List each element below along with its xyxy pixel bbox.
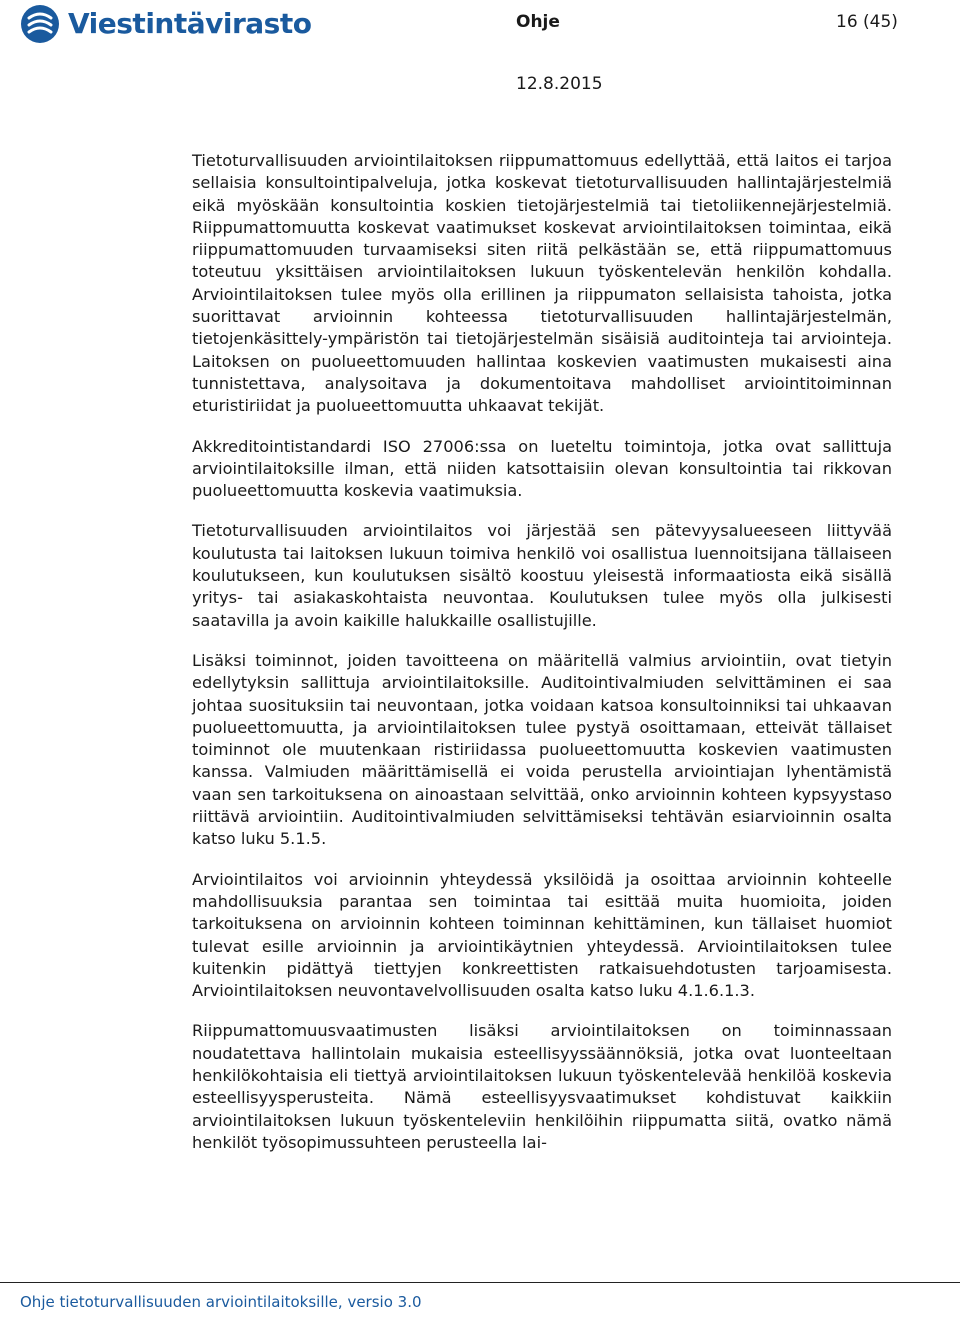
page-header — [0, 0, 960, 100]
body-paragraph: Tietoturvallisuuden arviointilaitos voi järjestää sen pätevyysalueeseen liittyvää koulutusta tai laitoksen lukuun toimiva henkilö voi osallistua luennoitsijana tällaiseen koulutukseen, kun koulutuksen sisältö koostuu yleisestä informaatiosta eikä sisällä yritys- tai asiakaskohtaista neuvontaa. Koulutuksen tulee myös olla julkisesti saatavilla ja avoin kaikille halukkaille osallistujille. — [192, 521, 892, 630]
body-paragraph: Arviointilaitos voi arvioinnin yhteydessä yksilöidä ja osoittaa arvioinnin kohteelle mahdollisuuksia parantaa sen toimintaa tai esittää muita huomioita, joiden tarkoituksena on arvioinnin kohteen toiminnan kehittäminen, kun tällaiset huomiot tulevat esille arvioinnin ja arviointikäytnien yhteydessä. Arviointilaitoksen tulee kuitenkin pidättyä tiettyjen konkreettisten ratkaisuehdotusten tarjoamisesta. Arviointilaitoksen neuvontavelvollisuuden osalta katso luku 4.1.6.1.3. — [192, 869, 892, 1001]
footer-text: Ohje tietoturvallisuuden arviointilaitoksille, versio 3.0 — [20, 1293, 422, 1311]
document-type: Ohje — [516, 12, 560, 32]
body-paragraph: Tietoturvallisuuden arviointilaitoksen riippumattomuus edellyttää, että laitos ei tarjoa sellaisia konsultointipalveluja, jotka koskevat tietoturvallisuuden hallintajärjestelmiä eikä myöskään konsultointia koskien tietojärjestelmiä tai tietoliikennejärjestelmiä. Riippumattomuutta koskevat vaatimukset koskevat arviointilaitoksen toimintaa, eikä riippumattomuuden turvaamiseksi siten riitä pelkästään se, että riippumattomuus toteutuu yksittäisen arviointilaitoksen lukuun työskentelevän henkilön kohdalla. Arviointilaitoksen tulee myös olla erillinen ja riippumaton sellaisista tahoista, jotka suorittavat arvioinnin kohteessa tietoturvallisuuden hallintajärjestelmän, tietojenkäsittely-ympäristön tai tietojärjestelmän sisäisiä auditointeja tai arviointeja. Laitoksen on puolueettomuuden hallintaa koskevien vaatimusten mukaisesti aina tunnistettava, analysoitava ja dokumentoitava mahdolliset arviointitoiminnan eturistiriidat ja puolueettomuutta uhkaavat tekijät. — [192, 151, 892, 416]
footer-divider — [0, 1282, 960, 1283]
document-date: 12.8.2015 — [516, 74, 603, 94]
logo-emblem-icon — [20, 4, 60, 44]
logo-wordmark: Viestintävirasto — [68, 7, 312, 40]
document-body — [192, 150, 892, 1172]
body-paragraph: Akkreditointistandardi ISO 27006:ssa on lueteltu toimintoja, jotka ovat sallittuja arviointilaitoksille ilman, että niiden katsottaisiin olevan konsultointia tai rikkovan puolueettomuutta koskevia vaatimuksia. — [192, 436, 892, 501]
body-paragraph: Lisäksi toiminnot, joiden tavoitteena on määritellä valmius arviointiin, ovat tietyin edellytyksin sallittuja arviointilaitoksille. Auditointivalmiuden selvittäminen ei saa johtaa suosituksiin tai neuvontaan, jotka voidaan katsoa konsultoinniksi tai uhkaavan puolueettomuutta, ja arviointilaitoksen tulee pystyä osoittamaan, etteivät tällaiset toiminnot ole muutenkaan ristiriidassa puolueettomuutta koskevien vaatimusten kanssa. Valmiuden määrittämisellä ei voida perustella arviointiajan lyhentämistä vaan sen tarkoituksena on ainoastaan selvittää, onko arvioinnin kohteen kypsyystaso riittävä arviointiin. Auditointivalmiuden selvittämiseksi tehtävän esiarvioinnin osalta katso luku 5.1.5. — [192, 650, 892, 849]
page-number: 16 (45) — [836, 12, 898, 32]
viestintavirasto-logo — [20, 4, 311, 44]
body-paragraph: Riippumattomuusvaatimusten lisäksi arviointilaitoksen on toiminnassaan noudatettava hallintolain mukaisia esteellisyyssäännöksiä, jotka ovat luonteeltaan henkilökohtaisia eli tiettyä arviointilaitoksen lukuun työskentelevää henkilöä koskevia esteellisyysperusteita. Nämä esteellisyysvaatimukset kohdistuvat kaikkiin arviointilaitoksen lukuun työskenteleviin henkilöihin riippumatta siitä, ovatko nämä henkilöt työsopimussuhteen perusteella lai- — [192, 1021, 892, 1152]
